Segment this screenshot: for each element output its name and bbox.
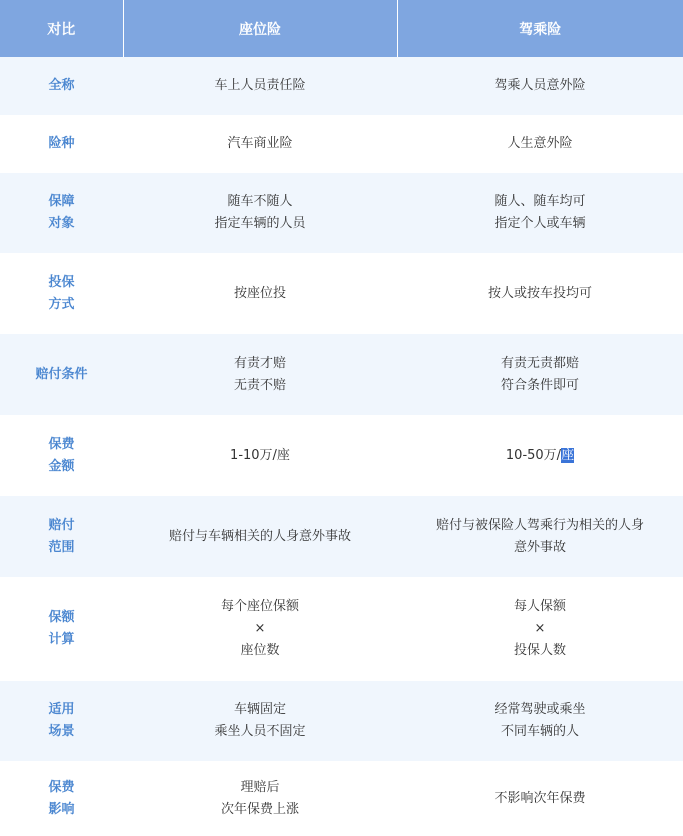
driver-cell: 人生意外险 (397, 115, 683, 173)
row-claim-conditions (0, 334, 683, 415)
row-label: 保额 计算 (0, 577, 123, 681)
row-label: 全称 (0, 57, 123, 115)
driver-cell: 不影响次年保费 (397, 761, 683, 836)
seat-cell: 每个座位保额 × 座位数 (123, 577, 397, 681)
seat-cell: 有责才赔 无责不赔 (123, 334, 397, 415)
header-driver-passenger-insurance: 驾乘险 (397, 0, 683, 57)
selected-text: 座 (561, 447, 575, 463)
driver-cell: 按人或按车投均可 (397, 253, 683, 334)
row-label: 保障 对象 (0, 173, 123, 253)
header-row (0, 0, 683, 57)
driver-cell: 每人保额 × 投保人数 (397, 577, 683, 681)
seat-cell: 汽车商业险 (123, 115, 397, 173)
row-label: 赔付条件 (0, 334, 123, 415)
driver-cell: 赔付与被保险人驾乘行为相关的人身 意外事故 (397, 496, 683, 577)
driver-cell: 10-50万/座 (397, 415, 683, 496)
row-use-case (0, 681, 683, 761)
driver-cell: 随人、随车均可 指定个人或车辆 (397, 173, 683, 253)
row-premium-amount (0, 415, 683, 496)
row-label: 险种 (0, 115, 123, 173)
seat-cell: 理赔后 次年保费上涨 (123, 761, 397, 836)
row-coverage-target (0, 173, 683, 253)
row-label: 适用 场景 (0, 681, 123, 761)
row-label: 赔付 范围 (0, 496, 123, 577)
seat-cell: 1-10万/座 (123, 415, 397, 496)
driver-cell: 有责无责都赔 符合条件即可 (397, 334, 683, 415)
seat-cell: 随车不随人 指定车辆的人员 (123, 173, 397, 253)
row-premium-impact (0, 761, 683, 836)
row-coverage-calculation (0, 577, 683, 681)
row-full-name (0, 57, 683, 115)
row-claim-scope (0, 496, 683, 577)
seat-cell: 车上人员责任险 (123, 57, 397, 115)
driver-cell: 驾乘人员意外险 (397, 57, 683, 115)
seat-cell: 车辆固定 乘坐人员不固定 (123, 681, 397, 761)
row-label: 保费 影响 (0, 761, 123, 836)
row-label: 投保 方式 (0, 253, 123, 334)
row-insurance-type (0, 115, 683, 173)
row-purchase-method (0, 253, 683, 334)
header-compare: 对比 (0, 0, 123, 57)
seat-cell: 按座位投 (123, 253, 397, 334)
seat-cell: 赔付与车辆相关的人身意外事故 (123, 496, 397, 577)
header-seat-insurance: 座位险 (123, 0, 397, 57)
driver-cell: 经常驾驶或乘坐 不同车辆的人 (397, 681, 683, 761)
row-label: 保费 金额 (0, 415, 123, 496)
